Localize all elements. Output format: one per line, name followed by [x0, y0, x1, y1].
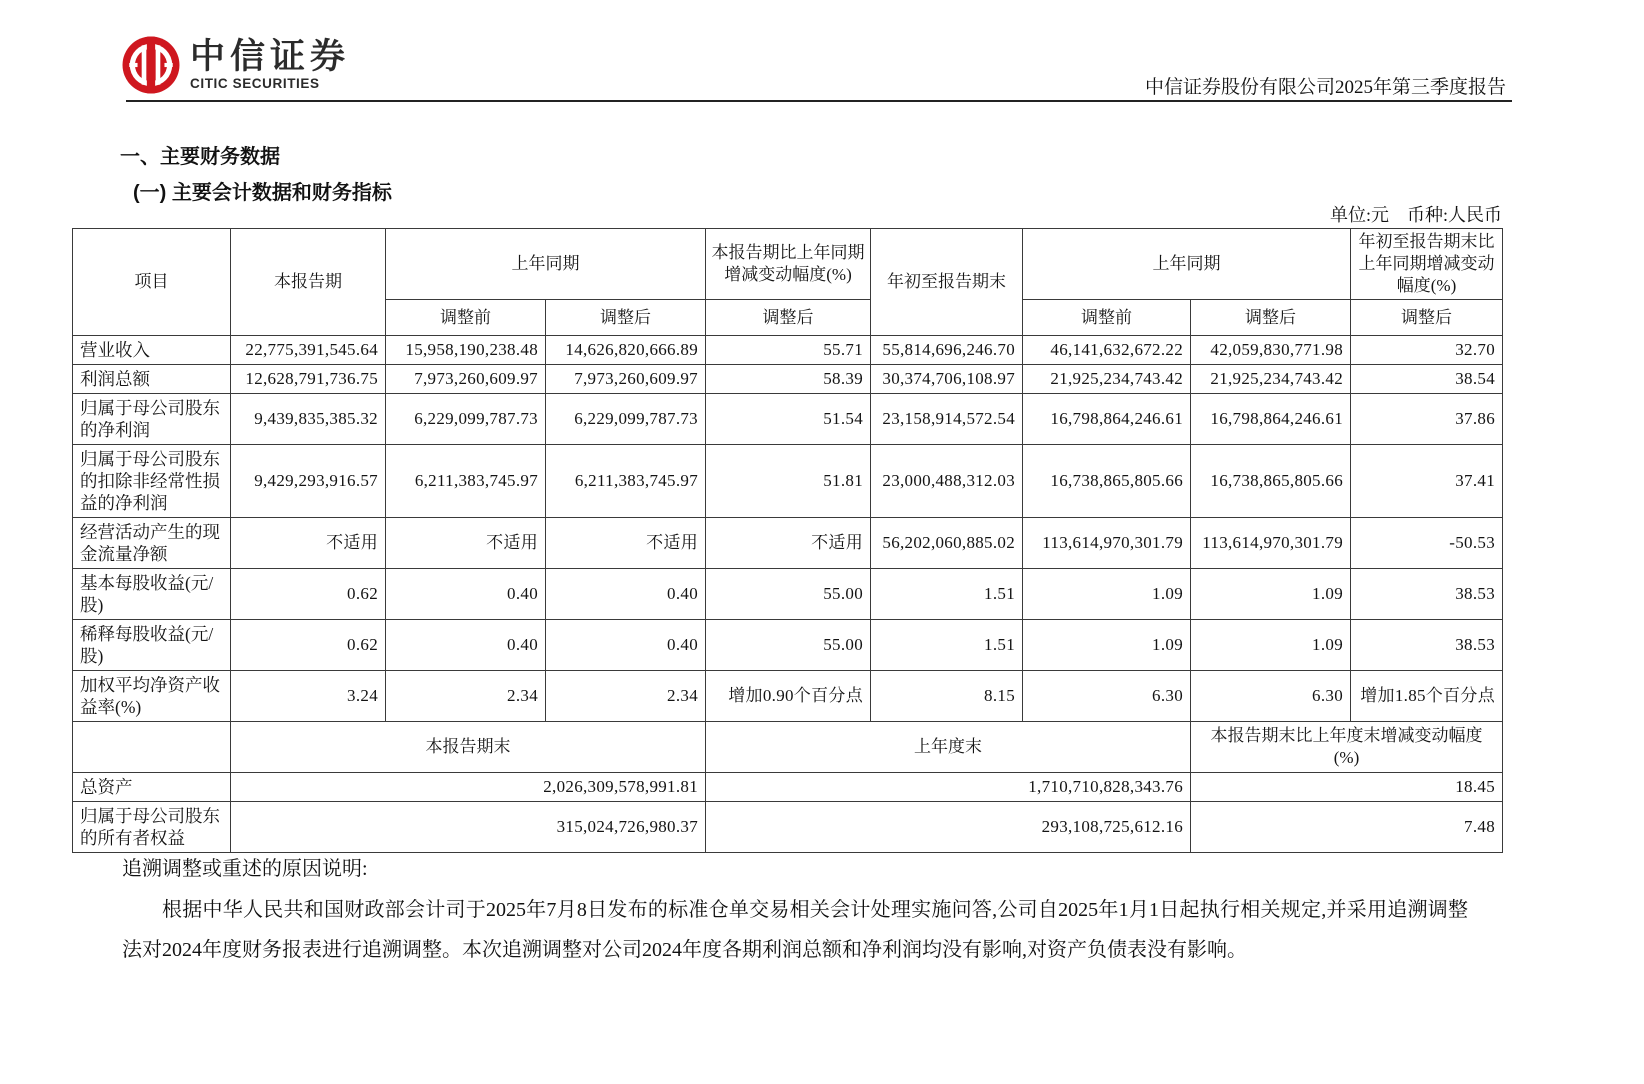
cell-value: 2,026,309,578,991.81 — [231, 773, 706, 802]
table-section2-header-row — [73, 722, 1503, 773]
cell-value: 0.62 — [231, 569, 386, 620]
column-header-adj-after: 调整后 — [706, 300, 871, 336]
cell-value: 1.09 — [1023, 620, 1191, 671]
row-label: 稀释每股收益(元/股) — [73, 620, 231, 671]
cell-value: 315,024,726,980.37 — [231, 802, 706, 853]
row-label: 经营活动产生的现金流量净额 — [73, 518, 231, 569]
table-row — [73, 620, 1503, 671]
section-heading-1: 一、主要财务数据 — [120, 146, 280, 168]
cell-value: 55.00 — [706, 569, 871, 620]
report-title: 中信证券股份有限公司2025年第三季度报告 — [1144, 77, 1506, 98]
brand-name-en: CITIC SECURITIES — [190, 76, 320, 91]
table-row — [73, 394, 1503, 445]
column-header-period-change: 本报告期比上年同期增减变动幅度(%) — [706, 229, 871, 300]
table-row — [73, 773, 1503, 802]
cell-value: 7,973,260,609.97 — [546, 365, 706, 394]
cell-value: 6,211,383,745.97 — [546, 445, 706, 518]
cell-value: 不适用 — [231, 518, 386, 569]
cell-value: 55,814,696,246.70 — [871, 336, 1023, 365]
table-row — [73, 569, 1503, 620]
footnote-title: 追溯调整或重述的原因说明: — [122, 858, 368, 880]
cell-value: 9,439,835,385.32 — [231, 394, 386, 445]
cell-value: 42,059,830,771.98 — [1191, 336, 1351, 365]
cell-value: 37.86 — [1351, 394, 1503, 445]
row-label: 加权平均净资产收益率(%) — [73, 671, 231, 722]
cell-value: 6,211,383,745.97 — [386, 445, 546, 518]
cell-value: 6,229,099,787.73 — [546, 394, 706, 445]
column-header-prior-same-period: 上年同期 — [386, 229, 706, 300]
cell-value: -50.53 — [1351, 518, 1503, 569]
cell-value: 37.41 — [1351, 445, 1503, 518]
cell-value: 15,958,190,238.48 — [386, 336, 546, 365]
table-row — [73, 445, 1503, 518]
cell-value: 6,229,099,787.73 — [386, 394, 546, 445]
cell-value: 22,775,391,545.64 — [231, 336, 386, 365]
cell-value: 32.70 — [1351, 336, 1503, 365]
column-header-prior-same-period-ytd: 上年同期 — [1023, 229, 1351, 300]
column-header-adj-after: 调整后 — [1351, 300, 1503, 336]
table-row — [73, 671, 1503, 722]
row-label: 归属于母公司股东的净利润 — [73, 394, 231, 445]
cell-value: 16,798,864,246.61 — [1191, 394, 1351, 445]
cell-value: 6.30 — [1191, 671, 1351, 722]
row-label: 总资产 — [73, 773, 231, 802]
citic-logo-icon — [122, 36, 180, 94]
cell-value: 0.40 — [546, 569, 706, 620]
cell-value: 16,798,864,246.61 — [1023, 394, 1191, 445]
unit-currency-note: 单位:元 币种:人民币 — [1329, 205, 1502, 225]
column-header-current-end: 本报告期末 — [231, 722, 706, 773]
cell-value: 21,925,234,743.42 — [1191, 365, 1351, 394]
cell-value: 21,925,234,743.42 — [1023, 365, 1191, 394]
cell-value: 0.62 — [231, 620, 386, 671]
cell-value: 1.09 — [1023, 569, 1191, 620]
brand-logo — [122, 36, 350, 94]
section-heading-2: (一) 主要会计数据和财务指标 — [133, 182, 392, 204]
row-label: 利润总额 — [73, 365, 231, 394]
cell-value: 113,614,970,301.79 — [1023, 518, 1191, 569]
cell-value: 3.24 — [231, 671, 386, 722]
column-header-ytd-change: 年初至报告期末比上年同期增减变动幅度(%) — [1351, 229, 1503, 300]
footnote — [122, 854, 1468, 970]
row-label: 归属于母公司股东的所有者权益 — [73, 802, 231, 853]
cell-value: 38.53 — [1351, 569, 1503, 620]
financial-table — [72, 228, 1503, 853]
cell-value: 8.15 — [871, 671, 1023, 722]
footnote-paragraph: 根据中华人民共和国财政部会计司于2025年7月8日发布的标准仓单交易相关会计处理实施问答,公司自2025年1月1日起执行相关规定,并采用追溯调整法对2024年度财务报表进行追溯调整。本次追溯调整对公司2024年度各期利润总额和净利润均没有影响,对资产负债表没有影响。 — [122, 899, 1468, 961]
cell-value: 0.40 — [386, 569, 546, 620]
row-label: 归属于母公司股东的扣除非经常性损益的净利润 — [73, 445, 231, 518]
cell-value: 293,108,725,612.16 — [706, 802, 1191, 853]
cell-value: 不适用 — [546, 518, 706, 569]
cell-value: 7,973,260,609.97 — [386, 365, 546, 394]
cell-value: 增加1.85个百分点 — [1351, 671, 1503, 722]
cell-value: 1.51 — [871, 620, 1023, 671]
column-header-adj-after: 调整后 — [1191, 300, 1351, 336]
column-header-current-period: 本报告期 — [231, 229, 386, 336]
cell-value: 1.09 — [1191, 620, 1351, 671]
cell-value: 58.39 — [706, 365, 871, 394]
cell-value: 0.40 — [386, 620, 546, 671]
cell-value: 51.81 — [706, 445, 871, 518]
brand-text — [190, 38, 350, 92]
cell-value: 16,738,865,805.66 — [1023, 445, 1191, 518]
cell-value: 增加0.90个百分点 — [706, 671, 871, 722]
table-row — [73, 518, 1503, 569]
row-label: 营业收入 — [73, 336, 231, 365]
cell-value: 14,626,820,666.89 — [546, 336, 706, 365]
cell-value: 2.34 — [386, 671, 546, 722]
cell-value: 不适用 — [386, 518, 546, 569]
cell-value: 不适用 — [706, 518, 871, 569]
cell-value: 6.30 — [1023, 671, 1191, 722]
cell-value: 113,614,970,301.79 — [1191, 518, 1351, 569]
column-header-adj-after: 调整后 — [546, 300, 706, 336]
column-header-adj-before: 调整前 — [386, 300, 546, 336]
cell-value: 1.09 — [1191, 569, 1351, 620]
brand-name-cn: 中信证券 — [190, 37, 351, 76]
row-label: 基本每股收益(元/股) — [73, 569, 231, 620]
column-header-item: 项目 — [73, 229, 231, 336]
column-header-prior-year-end: 上年度末 — [706, 722, 1191, 773]
cell-value: 16,738,865,805.66 — [1191, 445, 1351, 518]
cell-value: 55.71 — [706, 336, 871, 365]
header-rule — [126, 100, 1512, 102]
cell-value: 30,374,706,108.97 — [871, 365, 1023, 394]
cell-value: 23,158,914,572.54 — [871, 394, 1023, 445]
cell-value: 46,141,632,672.22 — [1023, 336, 1191, 365]
cell-value: 9,429,293,916.57 — [231, 445, 386, 518]
cell-value: 2.34 — [546, 671, 706, 722]
column-header-ytd: 年初至报告期末 — [871, 229, 1023, 336]
cell-value: 0.40 — [546, 620, 706, 671]
cell-value: 7.48 — [1191, 802, 1503, 853]
cell-value: 51.54 — [706, 394, 871, 445]
table-row — [73, 365, 1503, 394]
cell-value: 23,000,488,312.03 — [871, 445, 1023, 518]
column-header-end-change: 本报告期末比上年度末增减变动幅度(%) — [1191, 722, 1503, 773]
cell-value: 1,710,710,828,343.76 — [706, 773, 1191, 802]
cell-value: 56,202,060,885.02 — [871, 518, 1023, 569]
cell-value: 38.54 — [1351, 365, 1503, 394]
table-row — [73, 802, 1503, 853]
empty-cell — [73, 722, 231, 773]
cell-value: 12,628,791,736.75 — [231, 365, 386, 394]
table-header-row-1 — [73, 229, 1503, 300]
cell-value: 38.53 — [1351, 620, 1503, 671]
cell-value: 18.45 — [1191, 773, 1503, 802]
cell-value: 1.51 — [871, 569, 1023, 620]
table-row — [73, 336, 1503, 365]
column-header-adj-before: 调整前 — [1023, 300, 1191, 336]
cell-value: 55.00 — [706, 620, 871, 671]
